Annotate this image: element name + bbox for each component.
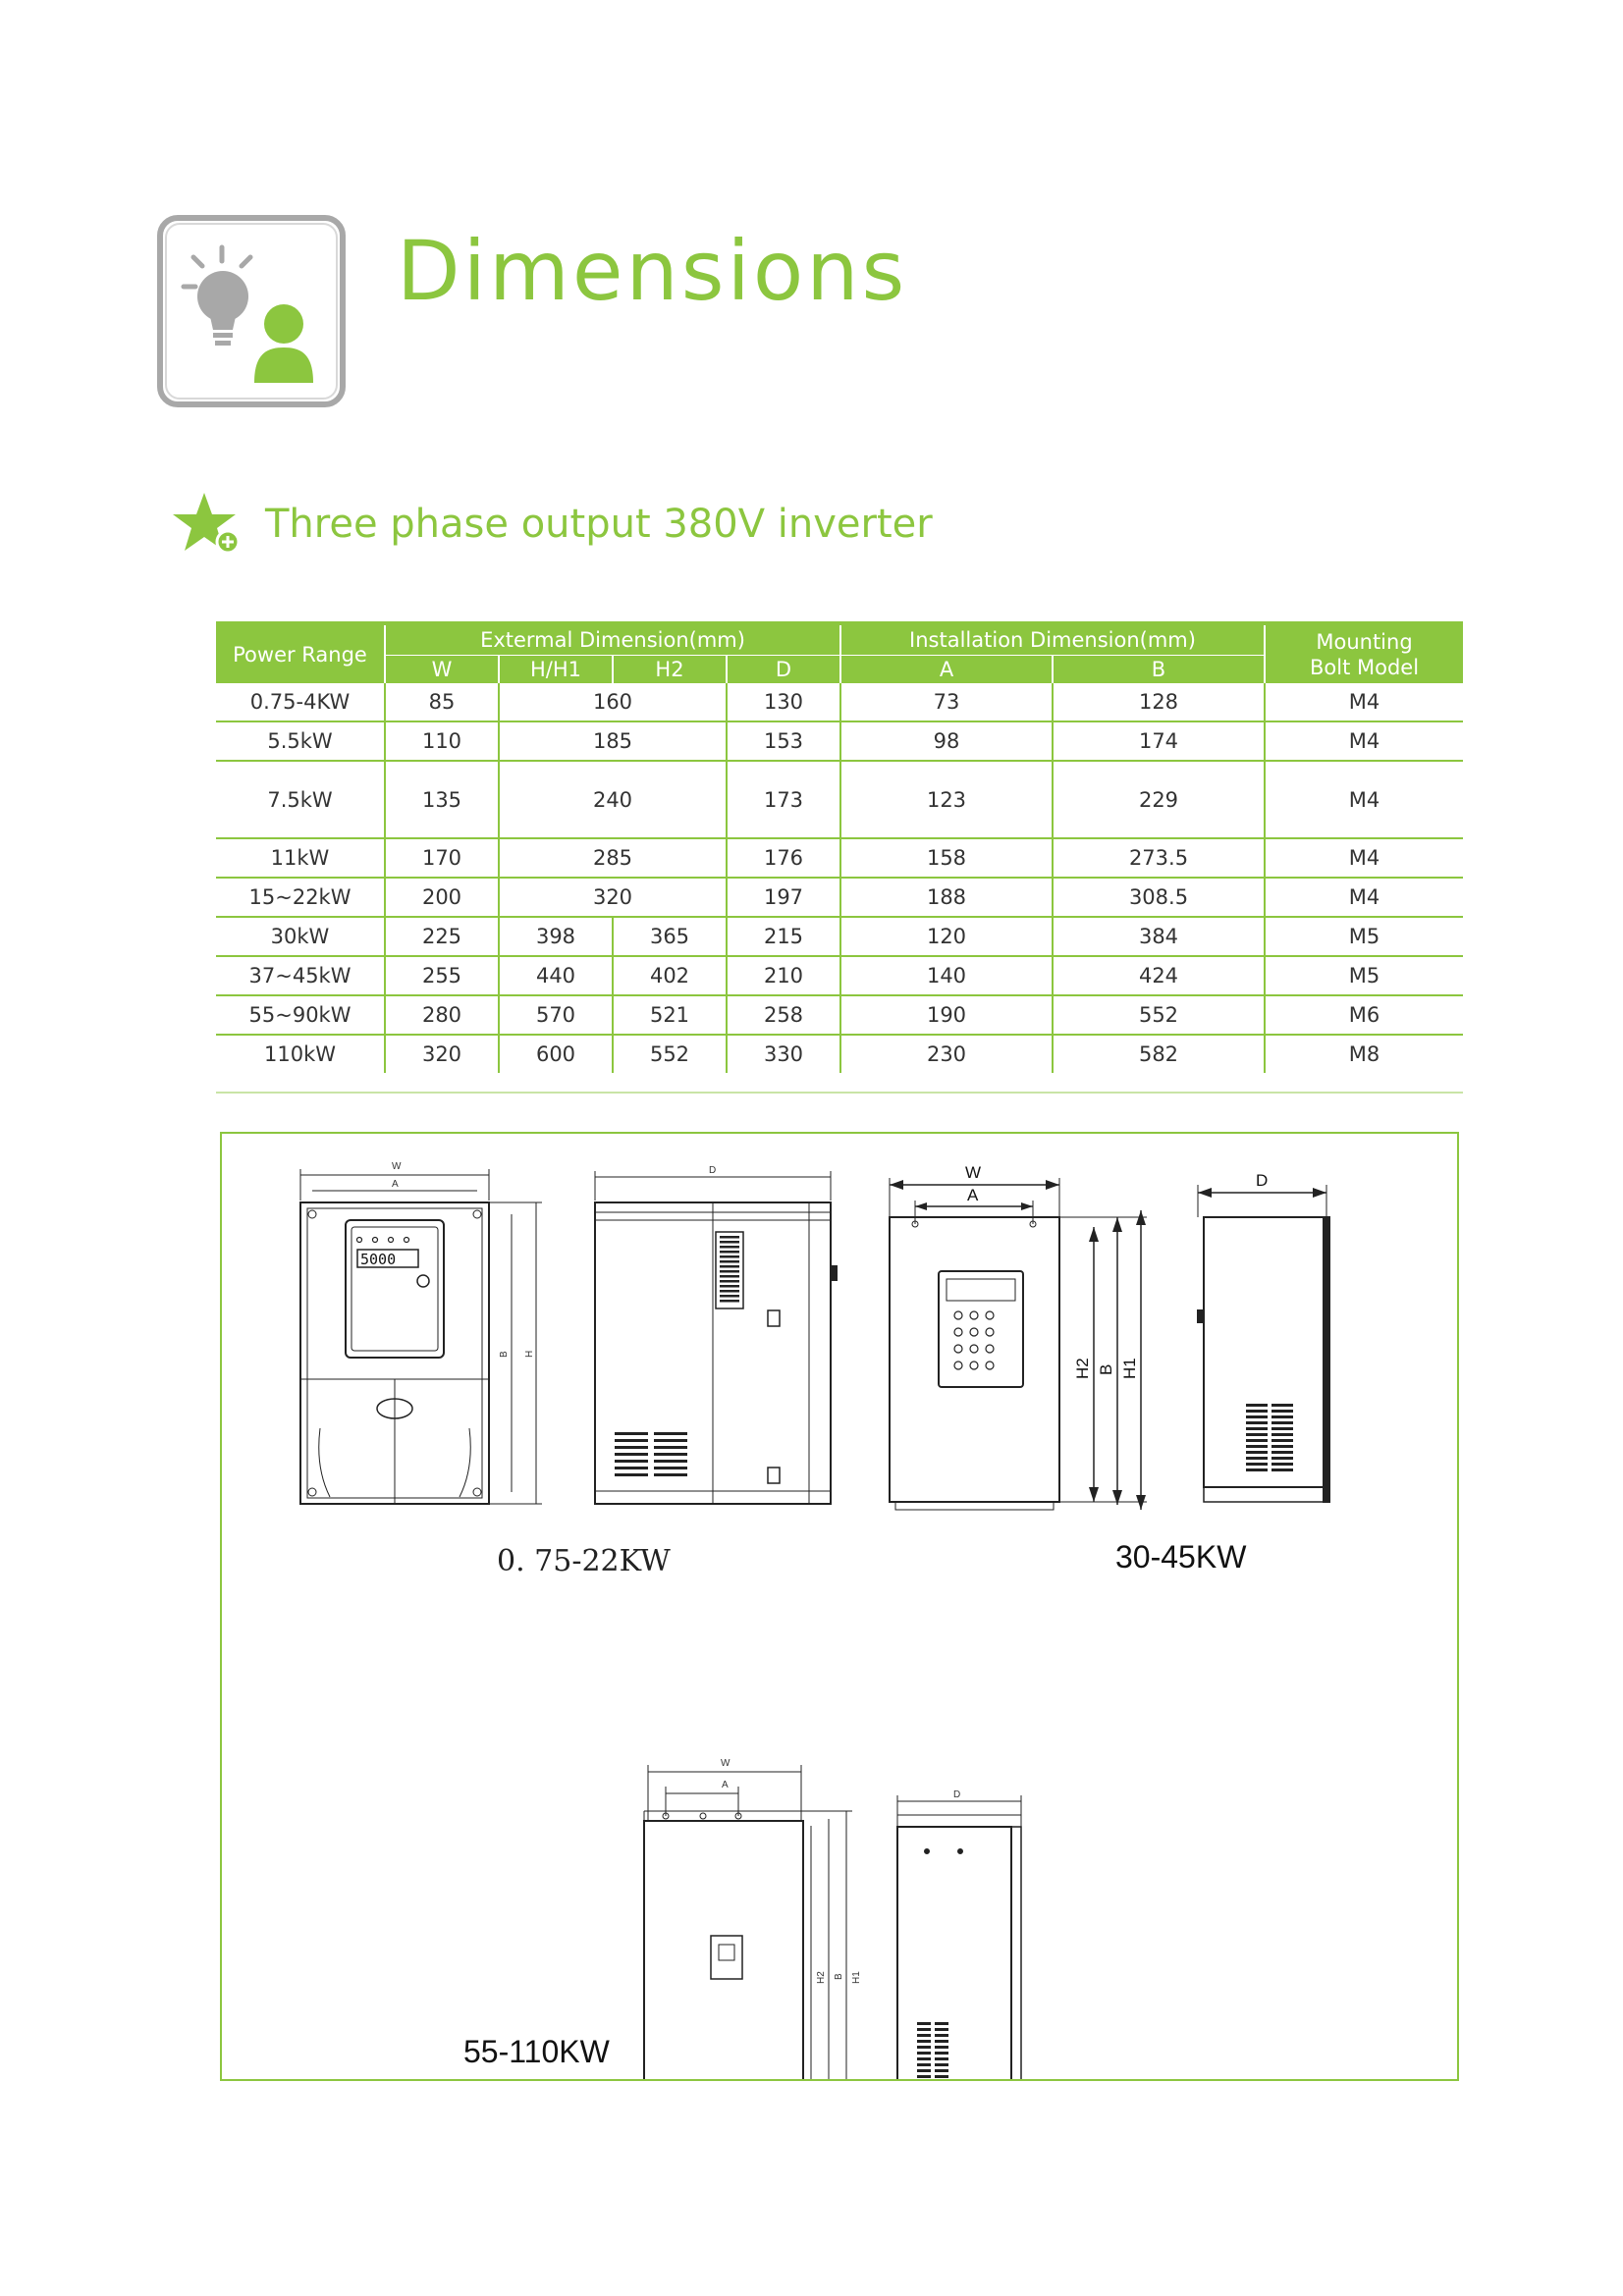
cell-a: 190	[840, 995, 1053, 1035]
vent-slot	[1246, 1463, 1268, 1466]
vent-slot	[720, 1295, 739, 1298]
dim-label-b: B	[1097, 1363, 1115, 1375]
vent-slot	[1271, 1463, 1293, 1466]
cell-a: 158	[840, 838, 1053, 878]
vent-slot	[935, 2034, 948, 2037]
vent-slot	[615, 1467, 648, 1469]
table-row	[216, 956, 1463, 995]
cell-b: 229	[1053, 761, 1265, 838]
keypad-button	[954, 1362, 962, 1369]
cell-power: 7.5kW	[216, 761, 385, 838]
vent-slot	[1246, 1451, 1268, 1454]
keypad-button	[986, 1345, 994, 1353]
vent-slot	[720, 1290, 739, 1293]
vent-slot	[1271, 1415, 1293, 1418]
vent-slot	[935, 2057, 948, 2060]
cell-h2: 365	[613, 917, 727, 956]
vent-slot	[615, 1446, 648, 1449]
vent-slot	[1246, 1439, 1268, 1442]
cell-w: 225	[385, 917, 499, 956]
dim-label-d: D	[709, 1165, 717, 1176]
vent-slot	[1246, 1468, 1268, 1471]
vent-slot	[1246, 1445, 1268, 1448]
cell-h: 320	[499, 878, 727, 917]
cell-b: 128	[1053, 683, 1265, 721]
dim-label-a: A	[967, 1186, 979, 1204]
cell-bolt: M4	[1265, 683, 1463, 721]
page-title: Dimensions	[397, 223, 908, 319]
vent-slot	[917, 2040, 931, 2043]
keypad-buttons	[357, 1238, 995, 1370]
cell-b: 582	[1053, 1035, 1265, 1073]
vent-slot	[1271, 1421, 1293, 1424]
section-logo	[156, 214, 347, 408]
cell-power: 0.75-4KW	[216, 683, 385, 721]
cell-power: 15~22kW	[216, 878, 385, 917]
cell-h2: 402	[613, 956, 727, 995]
cell-power: 37~45kW	[216, 956, 385, 995]
keypad-button	[986, 1362, 994, 1369]
vent-slot	[654, 1432, 687, 1435]
large-front-drawing	[644, 1765, 852, 2079]
header-w: W	[385, 656, 499, 684]
header-mounting-bolt	[1265, 623, 1463, 683]
vent-slot	[1271, 1439, 1293, 1442]
keypad-button	[970, 1328, 978, 1336]
vent-slot	[720, 1280, 739, 1283]
cell-bolt: M5	[1265, 917, 1463, 956]
keypad-button	[970, 1345, 978, 1353]
cell-w: 255	[385, 956, 499, 995]
vent-slot	[720, 1251, 739, 1254]
cell-b: 308.5	[1053, 878, 1265, 917]
cell-d: 176	[727, 838, 840, 878]
medium-side-drawing	[1198, 1185, 1329, 1502]
table-row	[216, 761, 1463, 838]
keypad-button	[970, 1311, 978, 1319]
vent-slot	[935, 2052, 948, 2055]
dim-label-d: D	[1256, 1171, 1269, 1190]
vent-slot	[720, 1246, 739, 1249]
cell-a: 188	[840, 878, 1053, 917]
vent-slot	[720, 1300, 739, 1303]
caption-large: 55-110KW	[463, 2034, 610, 2069]
vent-slot	[615, 1432, 648, 1435]
cell-h1: 570	[499, 995, 613, 1035]
vent-slot	[654, 1446, 687, 1449]
dim-label-h2: H2	[816, 1971, 827, 1984]
vent-slot	[615, 1460, 648, 1463]
header-mounting-line1: Mounting	[1316, 629, 1413, 654]
cell-power: 11kW	[216, 838, 385, 878]
cell-h: 160	[499, 683, 727, 721]
cell-h2: 521	[613, 995, 727, 1035]
vent-slot	[720, 1270, 739, 1273]
cell-bolt: M4	[1265, 838, 1463, 878]
cell-b: 424	[1053, 956, 1265, 995]
dim-label-a: A	[392, 1179, 399, 1190]
vent-slot	[917, 2028, 931, 2031]
cell-d: 210	[727, 956, 840, 995]
cell-h: 240	[499, 761, 727, 838]
cell-bolt: M4	[1265, 761, 1463, 838]
vent-slot	[917, 2052, 931, 2055]
cell-bolt: M8	[1265, 1035, 1463, 1073]
cell-a: 230	[840, 1035, 1053, 1073]
vent-slot	[1271, 1445, 1293, 1448]
header-h-h1: H/H1	[499, 656, 613, 684]
header-mounting-line2: Bolt Model	[1309, 655, 1420, 679]
vent-slot	[720, 1285, 739, 1288]
keypad-button	[389, 1238, 394, 1243]
vent-slot	[1271, 1451, 1293, 1454]
cell-power: 5.5kW	[216, 721, 385, 761]
keypad-button	[954, 1328, 962, 1336]
cell-b: 273.5	[1053, 838, 1265, 878]
vent-slot	[935, 2046, 948, 2049]
vent-slot	[1271, 1427, 1293, 1430]
vent-slot	[917, 2057, 931, 2060]
cell-a: 123	[840, 761, 1053, 838]
header-h2: H2	[613, 656, 727, 684]
cell-a: 98	[840, 721, 1053, 761]
vent-slot	[654, 1467, 687, 1469]
vent-slot	[1271, 1404, 1293, 1407]
keypad-display-readout: 5000	[360, 1251, 397, 1268]
dim-label-w: W	[392, 1161, 402, 1172]
cell-a: 73	[840, 683, 1053, 721]
cell-w: 85	[385, 683, 499, 721]
table-row	[216, 838, 1463, 878]
dim-label-h1: H1	[1120, 1358, 1139, 1379]
cell-w: 135	[385, 761, 499, 838]
star-plus-icon	[173, 491, 245, 560]
vent-slot	[654, 1453, 687, 1456]
cell-h: 285	[499, 838, 727, 878]
medium-front-drawing	[890, 1178, 1147, 1510]
vent-slot	[917, 2075, 931, 2078]
keypad-button	[954, 1345, 962, 1353]
vent-slot	[615, 1453, 648, 1456]
cell-w: 280	[385, 995, 499, 1035]
cell-a: 140	[840, 956, 1053, 995]
cell-b: 174	[1053, 721, 1265, 761]
cell-b: 552	[1053, 995, 1265, 1035]
table-row	[216, 917, 1463, 956]
table-row	[216, 1035, 1463, 1073]
keypad-button	[357, 1238, 362, 1243]
cell-b: 384	[1053, 917, 1265, 956]
cell-bolt: M6	[1265, 995, 1463, 1035]
cell-bolt: M5	[1265, 956, 1463, 995]
dim-label-h: H	[524, 1350, 535, 1358]
vent-slot	[1246, 1457, 1268, 1460]
keypad-button	[954, 1311, 962, 1319]
vent-slot	[1246, 1404, 1268, 1407]
dim-label-h2: H2	[1073, 1358, 1092, 1379]
vent-slot	[1246, 1410, 1268, 1413]
small-front-drawing	[300, 1169, 542, 1504]
vent-slot	[935, 2040, 948, 2043]
cell-d: 215	[727, 917, 840, 956]
dim-label-a: A	[722, 1780, 729, 1790]
vent-slot	[615, 1473, 648, 1476]
cell-h1: 440	[499, 956, 613, 995]
dimension-drawings-panel	[220, 1132, 1459, 2081]
vent-slot	[654, 1460, 687, 1463]
vent-slot	[720, 1255, 739, 1258]
vent-slot	[720, 1241, 739, 1244]
vent-slot	[1271, 1433, 1293, 1436]
cell-d: 153	[727, 721, 840, 761]
dimension-table	[216, 621, 1463, 1073]
cell-d: 173	[727, 761, 840, 838]
vent-slot	[917, 2046, 931, 2049]
cell-d: 330	[727, 1035, 840, 1073]
cell-d: 130	[727, 683, 840, 721]
header-b: B	[1053, 656, 1265, 684]
vent-slot	[1271, 1410, 1293, 1413]
dim-label-b: B	[499, 1351, 510, 1358]
vent-slot	[935, 2063, 948, 2066]
dim-label-h1: H1	[851, 1971, 862, 1984]
keypad-button	[970, 1362, 978, 1369]
cell-w: 170	[385, 838, 499, 878]
cell-w: 320	[385, 1035, 499, 1073]
vent-slot	[1271, 1468, 1293, 1471]
header-external-dimension: Extermal Dimension(mm)	[385, 623, 840, 656]
vent-slot	[1246, 1433, 1268, 1436]
lightbulb-person-icon	[156, 214, 347, 408]
cell-d: 258	[727, 995, 840, 1035]
vent-slot	[720, 1265, 739, 1268]
header-installation-dimension: Installation Dimension(mm)	[840, 623, 1265, 656]
vent-slot	[935, 2022, 948, 2025]
cell-bolt: M4	[1265, 878, 1463, 917]
keypad-button	[373, 1238, 378, 1243]
header-d: D	[727, 656, 840, 684]
caption-small: 0. 75-22KW	[497, 1544, 671, 1578]
cell-h2: 552	[613, 1035, 727, 1073]
dim-label-d: D	[953, 1789, 961, 1800]
vent-slot	[720, 1236, 739, 1239]
vent-slot	[720, 1275, 739, 1278]
vent-slots	[615, 1236, 1293, 2078]
table-row	[216, 995, 1463, 1035]
cell-h1: 398	[499, 917, 613, 956]
dimension-drawings	[222, 1134, 1457, 2079]
cell-power: 30kW	[216, 917, 385, 956]
vent-slot	[654, 1473, 687, 1476]
vent-slot	[1246, 1415, 1268, 1418]
caption-medium: 30-45KW	[1115, 1539, 1247, 1575]
vent-slot	[917, 2022, 931, 2025]
header-power-range: Power Range	[216, 623, 385, 683]
vent-slot	[917, 2069, 931, 2072]
cell-power: 110kW	[263, 1042, 336, 1066]
dim-label-b: B	[834, 1973, 844, 1980]
vent-slot	[1246, 1427, 1268, 1430]
dim-label-w: W	[965, 1163, 982, 1182]
vent-slot	[917, 2034, 931, 2037]
section-heading: Three phase output 380V inverter	[265, 502, 933, 547]
vent-slot	[935, 2028, 948, 2031]
cell-h1: 600	[499, 1035, 613, 1073]
cell-w: 200	[385, 878, 499, 917]
cell-power: 55~90kW	[216, 995, 385, 1035]
cell-h: 185	[499, 721, 727, 761]
vent-slot	[1271, 1457, 1293, 1460]
cell-bolt: M4	[1265, 721, 1463, 761]
table-row	[216, 878, 1463, 917]
large-side-drawing	[897, 1795, 1021, 2079]
keypad-button	[986, 1311, 994, 1319]
header-a: A	[840, 656, 1053, 684]
vent-slot	[654, 1439, 687, 1442]
keypad-button	[986, 1328, 994, 1336]
vent-slot	[935, 2075, 948, 2078]
table-divider	[216, 1092, 1463, 1094]
table-row	[216, 721, 1463, 761]
cell-d: 197	[727, 878, 840, 917]
cell-w: 110	[385, 721, 499, 761]
vent-slot	[720, 1260, 739, 1263]
vent-slot	[917, 2063, 931, 2066]
table-row	[216, 683, 1463, 721]
vent-slot	[615, 1439, 648, 1442]
keypad-button	[405, 1238, 409, 1243]
vent-slot	[935, 2069, 948, 2072]
dim-label-w: W	[721, 1758, 730, 1769]
vent-slot	[1246, 1421, 1268, 1424]
cell-a: 120	[840, 917, 1053, 956]
